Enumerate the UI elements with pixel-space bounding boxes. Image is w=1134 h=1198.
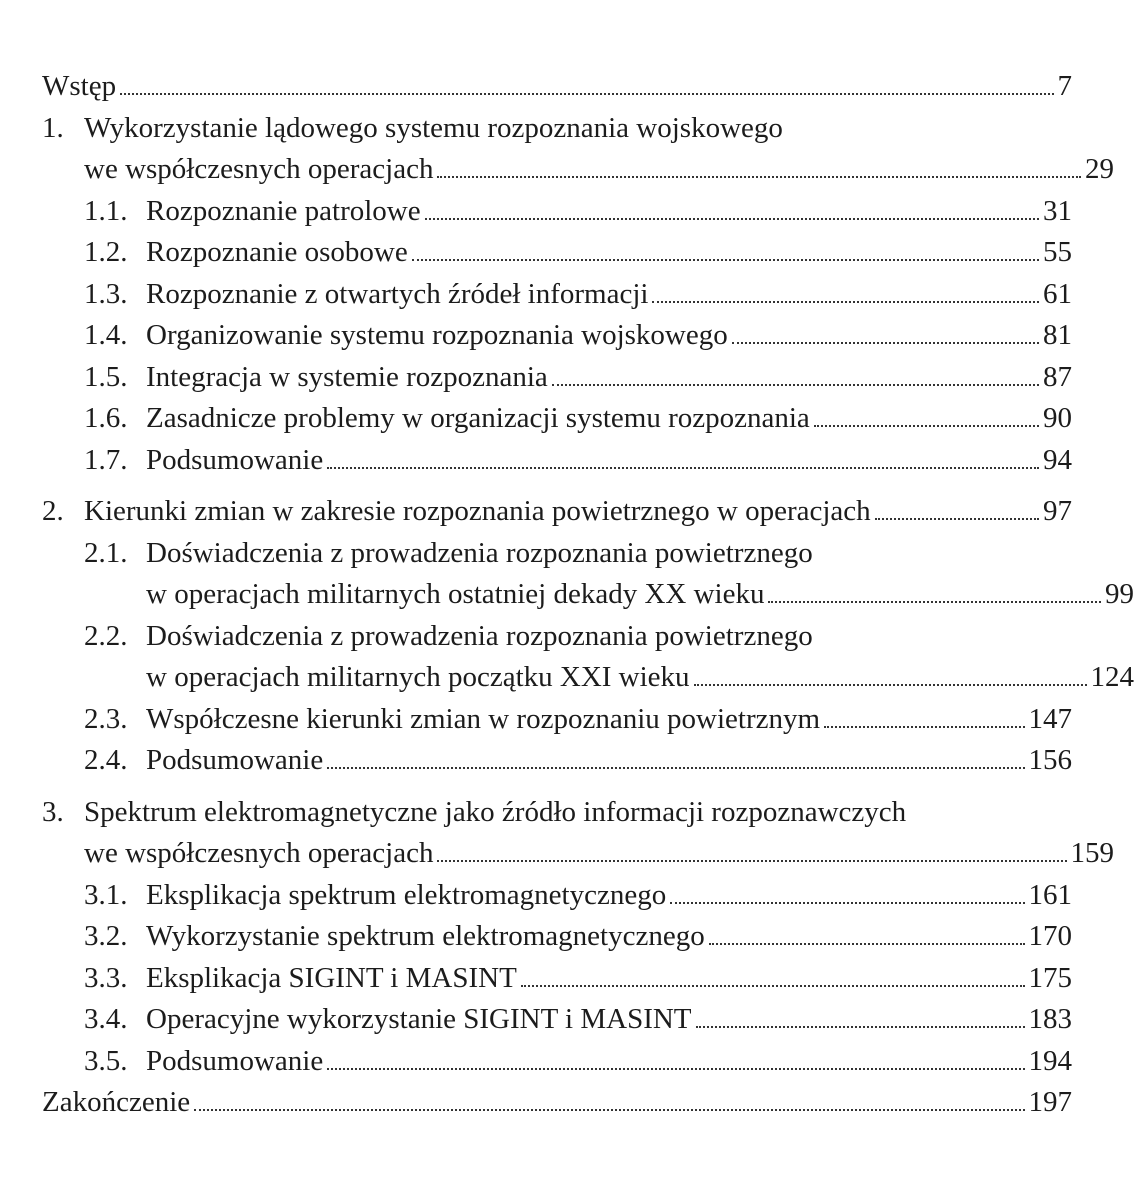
section-number: 3.1. [84,878,128,911]
toc-section-2-3[interactable] [42,699,1072,741]
dot-leader [552,384,1039,386]
section-title-line1: Doświadczenia z prowadzenia rozpoznania powietrznego [146,536,813,569]
dot-leader [194,1109,1024,1111]
toc-section-1-2[interactable] [42,232,1072,274]
section-page: 124 [1090,661,1134,693]
section-number: 2.2. [84,619,128,652]
section-page: 31 [1043,194,1072,227]
toc-entry-conclusion[interactable] [42,1082,1072,1124]
table-of-contents [42,66,1134,1124]
section-title-line1: Doświadczenia z prowadzenia rozpoznania powietrznego [146,619,813,652]
dot-leader [824,726,1024,728]
chapter-page: 29 [1085,153,1114,185]
dot-leader [437,176,1081,178]
dot-leader [521,985,1025,987]
section-title-line2: w operacjach militarnych ostatniej dekady XX wieku [146,578,765,610]
section-number: 1.7. [84,443,128,476]
dot-leader [709,943,1025,945]
section-title: Rozpoznanie z otwartych źródeł informacji [146,277,649,310]
dot-leader [732,342,1039,344]
section-title: Eksplikacja SIGINT i MASINT [146,961,517,994]
section-title: Rozpoznanie osobowe [146,236,408,268]
section-page: 55 [1043,236,1072,268]
section-title: Wykorzystanie spektrum elektromagnetycznego [146,920,705,952]
toc-section-3-3[interactable] [42,958,1072,1000]
section-title: Integracja w systemie rozpoznania [146,360,548,393]
section-number: 3.2. [84,920,128,952]
section-page: 81 [1043,319,1072,351]
section-number: 3.3. [84,961,128,994]
chapter-number: 2. [42,495,64,527]
chapter-number: 1. [42,111,64,144]
dot-leader [814,425,1039,427]
section-page: 156 [1028,744,1072,776]
section-page: 90 [1043,402,1072,434]
section-title: Podsumowanie [146,744,324,776]
chapter-page: 97 [1043,495,1072,527]
toc-entry-page: 7 [1057,70,1072,102]
dot-leader [327,767,1024,769]
dot-leader [694,684,1087,686]
section-page: 99 [1105,578,1134,610]
toc-chapter-1-heading-cont[interactable] [42,149,1114,191]
section-number: 1.1. [84,194,128,227]
section-page: 147 [1028,702,1072,735]
section-title: Zasadnicze problemy w organizacji systemu rozpoznania [146,402,810,434]
toc-section-3-1[interactable] [42,875,1072,917]
section-title: Operacyjne wykorzystanie SIGINT i MASINT [146,1003,692,1035]
section-number: 1.2. [84,236,128,268]
section-number: 1.3. [84,277,128,310]
toc-section-3-4[interactable] [42,999,1072,1041]
chapter-title-line1: Spektrum elektromagnetyczne jako źródło informacji rozpoznawczych [84,795,907,828]
dot-leader [670,902,1024,904]
toc-entry-page: 197 [1028,1086,1072,1118]
toc-section-1-7[interactable] [42,440,1072,482]
section-page: 61 [1043,277,1072,310]
toc-section-1-3[interactable] [42,274,1072,316]
section-title: Podsumowanie [146,443,324,476]
section-page: 183 [1028,1003,1072,1035]
dot-leader [327,467,1039,469]
section-title: Podsumowanie [146,1044,324,1077]
section-title: Współczesne kierunki zmian w rozpoznaniu powietrznym [146,702,821,735]
dot-leader [425,218,1039,220]
toc-section-1-5[interactable] [42,357,1072,399]
chapter-page: 159 [1070,837,1114,869]
chapter-title-line1: Kierunki zmian w zakresie rozpoznania powietrznego w operacjach [84,495,871,527]
toc-chapter-2-heading[interactable] [42,491,1072,533]
section-title: Organizowanie systemu rozpoznania wojskowego [146,319,728,351]
section-number: 2.3. [84,702,128,735]
chapter-number: 3. [42,795,64,828]
toc-section-1-1[interactable] [42,191,1072,233]
dot-leader [437,860,1066,862]
toc-section-2-2-cont[interactable] [42,657,1134,699]
toc-chapter-3-heading[interactable] [42,792,1072,834]
section-number: 1.4. [84,319,128,351]
dot-leader [412,259,1039,261]
toc-section-1-6[interactable] [42,398,1072,440]
toc-chapter-1-heading[interactable] [42,108,1072,150]
toc-section-2-1[interactable] [42,533,1072,575]
toc-section-2-4[interactable] [42,740,1072,782]
section-page: 94 [1043,443,1072,476]
section-title: Rozpoznanie patrolowe [146,194,421,227]
dot-leader [327,1068,1024,1070]
toc-section-2-2[interactable] [42,616,1072,658]
chapter-title-line1: Wykorzystanie lądowego systemu rozpoznania wojskowego [84,111,783,144]
dot-leader [652,301,1039,303]
toc-section-3-5[interactable] [42,1041,1072,1083]
dot-leader [120,93,1053,95]
section-number: 3.5. [84,1044,128,1077]
section-number: 2.4. [84,744,128,776]
dot-leader [696,1026,1025,1028]
toc-entry-intro[interactable] [42,66,1072,108]
section-page: 175 [1028,961,1072,994]
section-number: 3.4. [84,1003,128,1035]
toc-section-3-2[interactable] [42,916,1072,958]
section-number: 2.1. [84,536,128,569]
chapter-title-line2: we współczesnych operacjach [84,837,434,869]
dot-leader [875,518,1039,520]
toc-entry-title: Zakończenie [42,1086,191,1118]
dot-leader [768,601,1101,603]
section-title: Eksplikacja spektrum elektromagnetycznego [146,878,667,911]
toc-section-1-4[interactable] [42,315,1072,357]
chapter-title-line2: we współczesnych operacjach [84,153,434,185]
section-title-line2: w operacjach militarnych początku XXI wieku [146,661,690,693]
section-page: 194 [1028,1044,1072,1077]
section-page: 161 [1028,878,1072,911]
toc-section-2-1-cont[interactable] [42,574,1134,616]
section-number: 1.5. [84,360,128,393]
toc-chapter-3-heading-cont[interactable] [42,833,1114,875]
section-page: 87 [1043,360,1072,393]
toc-entry-title: Wstęp [42,70,117,102]
section-number: 1.6. [84,402,128,434]
section-page: 170 [1028,920,1072,952]
